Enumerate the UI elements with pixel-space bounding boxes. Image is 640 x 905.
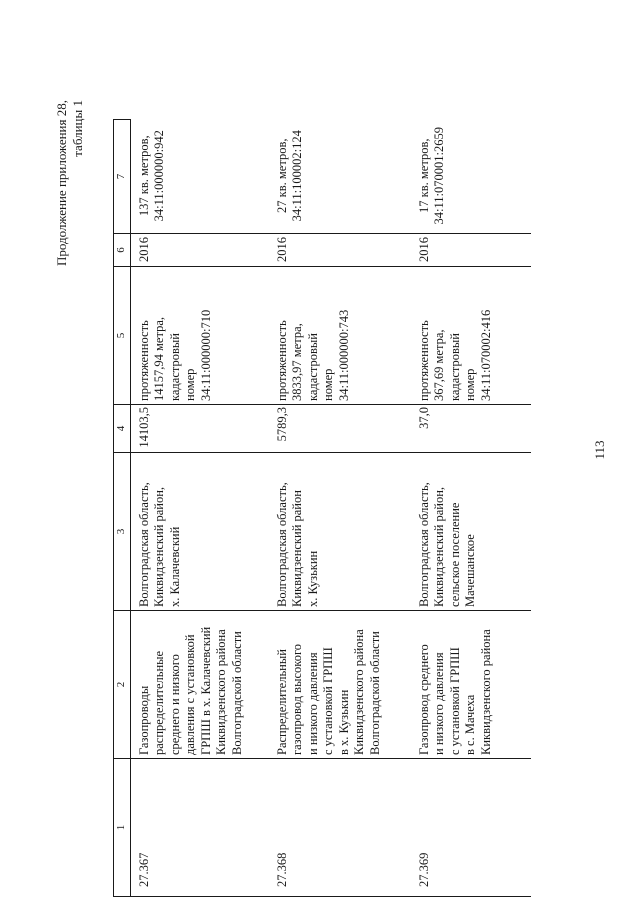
text-line: номер [183, 368, 197, 401]
header-row [114, 120, 131, 897]
text-line: 34:11:000000:743 [336, 309, 351, 401]
column-header: 3 [114, 453, 131, 611]
text-line: Распределительный [274, 649, 289, 755]
text-line: протяженность [274, 320, 289, 401]
text-line: газопровод высокого [290, 643, 304, 755]
text-line: Киквидзенского района [478, 629, 493, 755]
text-line: 34:11:070001:2659 [432, 127, 446, 225]
column-header: 5 [114, 267, 131, 405]
text-line: Киквидзенского района [214, 629, 228, 755]
row-id-cell [130, 759, 269, 897]
row-id: 27.368 [274, 852, 289, 887]
text-line: протяженность [136, 320, 151, 401]
note-cell [411, 120, 531, 234]
year: 2016 [416, 237, 431, 262]
text-line: х. Калачевский [167, 526, 182, 607]
text-line: 34:11:070002:416 [478, 309, 493, 401]
text-line: с установкой ГРПШ [447, 647, 462, 755]
text-line: Киквидзенский район, [152, 486, 166, 607]
text-line: распределительные [152, 650, 166, 755]
continuation-line-2: таблицы 1 [70, 100, 85, 157]
text-line: х. Кузькин [305, 550, 320, 607]
text-line: Газопроводы [136, 685, 151, 755]
text-line: Киквидзенский район, [432, 486, 446, 607]
text-line: Волгоградская область, [136, 482, 151, 607]
row-id: 27.367 [136, 852, 151, 887]
characteristics-cell [130, 267, 269, 405]
text-line: давления с установкой [183, 634, 197, 755]
column-header: 2 [114, 611, 131, 759]
value-cell [411, 405, 531, 453]
object-name-cell [269, 611, 411, 759]
text-line: в х. Кузькин [336, 689, 351, 755]
page-number: 113 [592, 440, 607, 460]
characteristics-cell [411, 267, 531, 405]
text-line: среднего и низкого [167, 654, 182, 755]
text-line: ГРПШ в х. Калачевский [198, 626, 213, 755]
value: 37,0 [416, 407, 431, 429]
object-name-cell [411, 611, 531, 759]
continuation-caption [54, 100, 86, 266]
text-line: в с. Мачеха [463, 694, 477, 755]
table-row [130, 120, 269, 897]
text-line: 137 кв. метров, [136, 135, 151, 217]
object-name-cell [130, 611, 269, 759]
text-line: протяженность [416, 320, 431, 401]
text-line: Волгоградской области [229, 631, 244, 755]
text-line: Киквидзенского района [352, 629, 366, 755]
text-line: 17 кв. метров, [416, 138, 431, 213]
column-header: 6 [114, 234, 131, 267]
address-cell [269, 453, 411, 611]
text-line: 34:11:000000:710 [198, 309, 213, 401]
value: 5789,3 [274, 407, 289, 442]
table-row [411, 120, 531, 897]
text-line: Волгоградская область, [416, 482, 431, 607]
row-id-cell [411, 759, 531, 897]
year: 2016 [274, 237, 289, 262]
address-cell [411, 453, 531, 611]
text-line: с установкой ГРПШ [321, 647, 335, 755]
column-header: 1 [114, 759, 131, 897]
row-id-cell [269, 759, 411, 897]
year-cell [130, 234, 269, 267]
text-line: сельское поселение [447, 502, 462, 607]
value-cell [269, 405, 411, 453]
text-line: Волгоградской области [367, 631, 382, 755]
text-line: 34:11:000000:942 [152, 130, 166, 222]
text-line: кадастровый [305, 333, 320, 401]
text-line: 14157,94 метра, [152, 317, 166, 401]
text-line: Волгоградская область, [274, 482, 289, 607]
characteristics-cell [269, 267, 411, 405]
note-cell [130, 120, 269, 234]
text-line: номер [463, 368, 477, 401]
text-line: 34:11:100002:124 [290, 130, 304, 222]
note-cell [269, 120, 411, 234]
value: 14103,5 [136, 407, 151, 448]
text-line: 367,69 метра, [432, 329, 446, 401]
year-cell [269, 234, 411, 267]
continuation-line-1: Продолжение приложения 28, [54, 100, 69, 267]
column-header: 4 [114, 405, 131, 453]
text-line: Киквидзенский район [290, 490, 304, 607]
year: 2016 [136, 237, 151, 262]
text-line: номер [321, 368, 335, 401]
address-cell [130, 453, 269, 611]
table-row [269, 120, 411, 897]
registry-table [113, 119, 531, 897]
text-line: кадастровый [447, 333, 462, 401]
text-line: и низкого давления [432, 652, 446, 755]
text-line: 3833,97 метра, [290, 323, 304, 401]
value-cell [130, 405, 269, 453]
row-id: 27.369 [416, 852, 431, 887]
text-line: 27 кв. метров, [274, 138, 289, 213]
text-line: Газопровод среднего [416, 644, 431, 755]
text-line: кадастровый [167, 333, 182, 401]
year-cell [411, 234, 531, 267]
text-line: и низкого давления [305, 652, 320, 755]
column-header: 7 [114, 120, 131, 234]
text-line: Мачешанское [463, 534, 477, 607]
